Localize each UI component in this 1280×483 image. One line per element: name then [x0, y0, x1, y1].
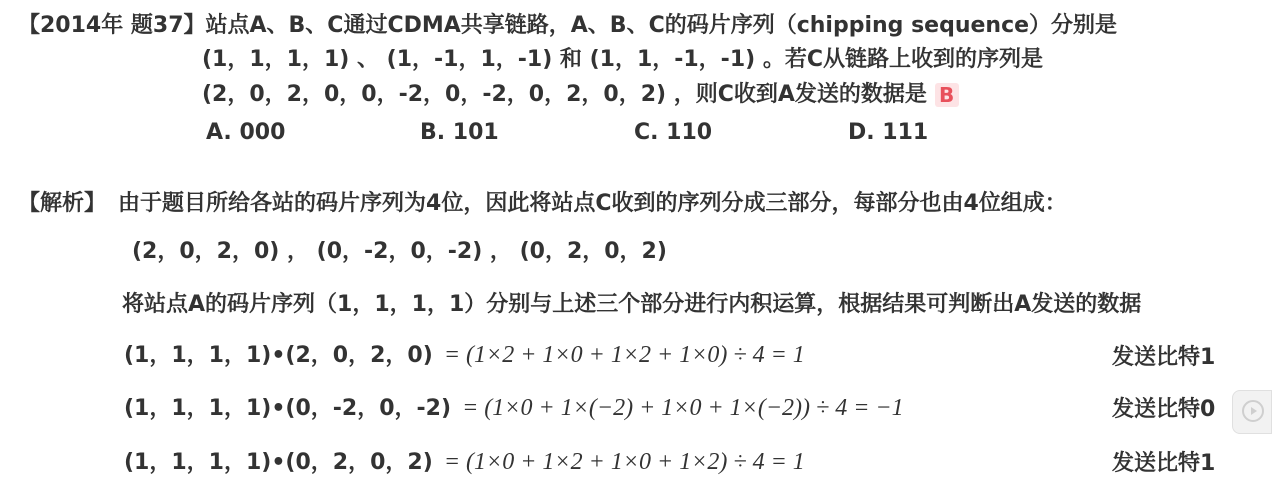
- calc-result: 发送比特1: [1112, 451, 1216, 476]
- option-d: D. 111: [848, 120, 929, 145]
- calc-result: 发送比特1: [1112, 345, 1216, 370]
- calc-result: 发送比特0: [1112, 397, 1216, 422]
- calc-expression: = (1×0 + 1×2 + 1×0 + 1×2) ÷ 4 = 1: [443, 449, 805, 475]
- calc-rhs: (0，2，0，2): [285, 450, 433, 475]
- question-text-3: (2，0，2，0，0，-2，0，-2，0，2，0，2) ，则C收到A发送的数据是: [202, 82, 927, 107]
- play-icon: [1242, 400, 1264, 422]
- analysis-intro: 由于题目所给各站的码片序列为4位，因此将站点C收到的序列分成三部分，每部分也由4位组成：: [118, 191, 1067, 216]
- option-a: A. 000: [206, 120, 286, 145]
- analysis-tag: 【解析】: [18, 191, 107, 216]
- calc-lhs: (1，1，1，1): [124, 450, 272, 475]
- dot-operator-icon: •: [271, 396, 286, 421]
- calc-lhs: (1，1，1，1): [124, 396, 272, 421]
- question-line-2: (1，1，1，1) 、 (1，-1，1，-1) 和 (1，1，-1，-1) 。若C从链路上收到的序列是: [202, 47, 1043, 72]
- dot-operator-icon: •: [271, 343, 286, 368]
- question-text-1: 站点A、B、C通过CDMA共享链路，A、B、C的码片序列（chipping sequence）分别是: [205, 13, 1118, 38]
- analysis-parts: (2，0，2，0) ， (0，-2，0，-2) ， (0，2，0，2): [132, 239, 667, 264]
- question-line-1: [18, 8, 1117, 39]
- calc-rhs: (0，-2，0，-2): [285, 396, 452, 421]
- question-line-3: [202, 77, 959, 108]
- analysis-intro-line: [18, 186, 1067, 217]
- calc-rhs: (2，0，2，0): [285, 343, 433, 368]
- option-b: B. 101: [420, 120, 499, 145]
- side-play-button[interactable]: [1232, 390, 1272, 434]
- analysis-method: 将站点A的码片序列（1，1，1，1）分别与上述三个部分进行内积运算，根据结果可判断出A发送的数据: [122, 292, 1142, 317]
- calc-expression: = (1×2 + 1×0 + 1×2 + 1×0) ÷ 4 = 1: [443, 342, 805, 368]
- calc-row: [124, 391, 904, 422]
- option-c: C. 110: [634, 120, 713, 145]
- calc-lhs: (1，1，1，1): [124, 343, 272, 368]
- calc-row: [124, 338, 805, 369]
- calc-expression: = (1×0 + 1×(−2) + 1×0 + 1×(−2)) ÷ 4 = −1: [462, 395, 904, 421]
- answer-badge: B: [935, 83, 959, 107]
- dot-operator-icon: •: [271, 450, 286, 475]
- calc-row: [124, 445, 805, 476]
- question-tag: 【2014年 题37】: [18, 13, 206, 38]
